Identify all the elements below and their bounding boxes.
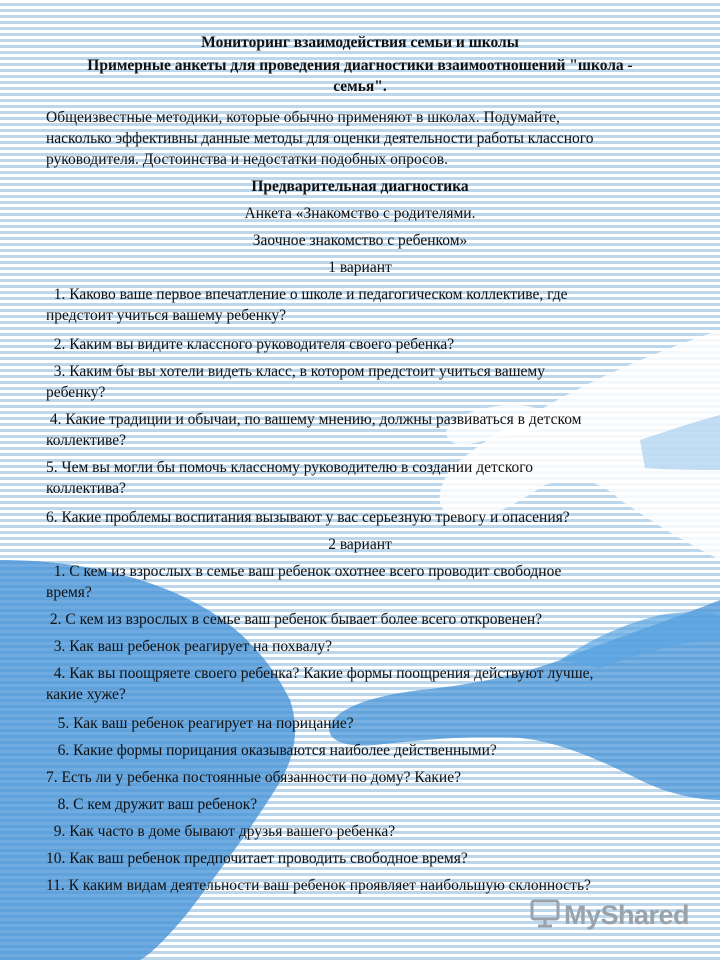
variant2-question-5: 5. Как ваш ребенок реагирует на порицание?: [46, 715, 354, 732]
subtitle-line-1: Примерные анкеты для проведения диагностики взаимоотношений "школа -: [87, 57, 633, 74]
variant2-question-8: 8. С кем дружит ваш ребенок?: [46, 796, 258, 813]
variant2-question-10: 10. Как ваш ребенок предпочитает проводить свободное время?: [46, 850, 468, 867]
variant-2-label: 2 вариант: [328, 536, 392, 553]
variant1-question-1: 1. Каково ваше первое впечатление о школе и педагогическом коллективе, где: [46, 286, 568, 303]
intro-line-1: Общеизвестные методики, которые обычно применяют в школах. Подумайте,: [46, 109, 560, 126]
variant2-question-1-cont: время?: [46, 584, 92, 601]
watermark-text: MyShared: [564, 900, 690, 930]
variant1-question-2: 2. Каким вы видите классного руководителя своего ребенка?: [46, 336, 455, 353]
variant-1-label: 1 вариант: [328, 259, 392, 276]
variant2-question-6: 6. Какие формы порицания оказываются наиболее действенными?: [46, 742, 497, 759]
page-title: Мониторинг взаимодействия семьи и школы: [201, 34, 519, 51]
variant2-question-7: 7. Есть ли у ребенка постоянные обязанности по дому? Какие?: [46, 769, 461, 786]
variant2-question-11: 11. К каким видам деятельности ваш ребенок проявляет наибольшую склонность?: [46, 877, 591, 894]
variant1-question-4: 4. Какие традиции и обычаи, по вашему мнению, должны развиваться в детском: [46, 411, 582, 428]
myshared-watermark: [530, 898, 689, 935]
variant1-question-3: 3. Каким бы вы хотели видеть класс, в котором предстоит учиться вашему: [46, 363, 545, 380]
questionnaire-title-line-2: Заочное знакомство с ребенком»: [252, 232, 468, 249]
variant1-question-1-cont: предстоит учиться вашему ребенку?: [46, 307, 286, 324]
variant1-question-6: 6. Какие проблемы воспитания вызывают у вас серьезную тревогу и опасения?: [46, 509, 570, 526]
subtitle-line-2: семья".: [333, 78, 387, 95]
variant2-question-9: 9. Как часто в доме бывают друзья вашего ребенка?: [46, 823, 396, 840]
variant1-question-4-cont: коллективе?: [46, 432, 127, 449]
intro-line-3: руководителя. Достоинства и недостатки подобных опросов.: [46, 151, 448, 168]
section-heading: Предварительная диагностика: [251, 178, 469, 195]
presentation-icon: [530, 898, 560, 935]
variant1-question-5-cont: коллектива?: [46, 480, 126, 497]
variant2-question-3: 3. Как ваш ребенок реагирует на похвалу?: [46, 638, 333, 655]
questionnaire-title-line-1: Анкета «Знакомство с родителями.: [244, 205, 476, 222]
variant2-question-4: 4. Как вы поощряете своего ребенка? Какие формы поощрения действуют лучше,: [46, 665, 594, 682]
variant2-question-2: 2. С кем из взрослых в семье ваш ребенок бывает более всего откровенен?: [46, 611, 542, 628]
variant2-question-4-cont: какие хуже?: [46, 686, 126, 703]
variant1-question-5: 5. Чем вы могли бы помочь классному руководителю в создании детского: [46, 459, 534, 476]
variant2-question-1: 1. С кем из взрослых в семье ваш ребенок охотнее всего проводит свободное: [46, 563, 562, 580]
intro-line-2: насколько эффективны данные методы для оценки деятельности работы классного: [46, 130, 594, 147]
variant1-question-3-cont: ребенку?: [46, 384, 106, 401]
